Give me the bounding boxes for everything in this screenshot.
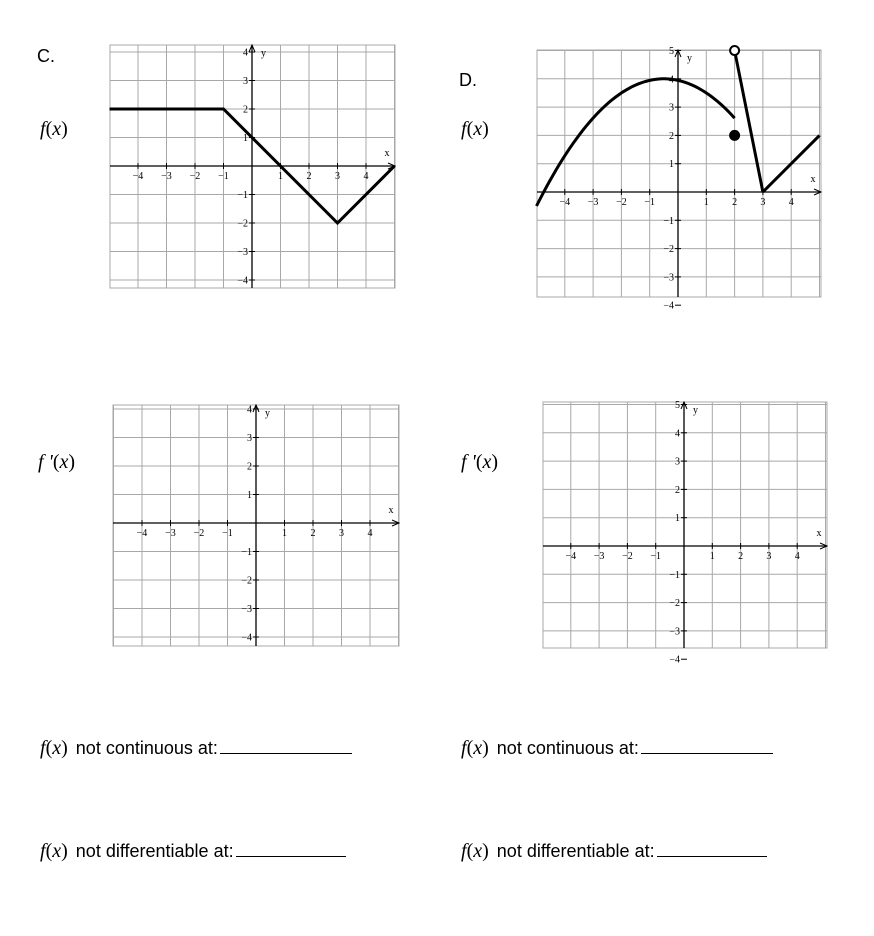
grid-border	[537, 50, 821, 297]
x-tick-label: −4	[136, 528, 148, 539]
d-diff-answer-blank[interactable]	[657, 840, 767, 857]
y-tick-label: −3	[237, 247, 248, 258]
d-diff-text: not differentiable at:	[496, 841, 655, 861]
x-tick-label: −3	[161, 171, 172, 182]
c-f-var: x	[52, 118, 62, 140]
x-axis-label: x	[810, 174, 816, 185]
graph-c-fprime	[113, 405, 399, 646]
y-tick-label: −4	[669, 654, 680, 666]
function-curve	[735, 51, 763, 193]
d-f-var: x	[473, 118, 483, 140]
x-tick-label: 3	[766, 551, 772, 562]
y-tick-label: 2	[247, 461, 252, 473]
x-tick-label: −4	[565, 551, 577, 562]
d-cont-answer-blank[interactable]	[641, 737, 773, 754]
x-tick-label: 4	[788, 197, 794, 208]
x-tick-label: 3	[760, 197, 766, 208]
y-tick-label: 1	[675, 513, 680, 525]
y-tick-label: −3	[241, 604, 252, 615]
y-tick-label: 4	[675, 428, 680, 440]
d-continuity-question	[461, 737, 773, 760]
c-fprime-name: f '	[38, 451, 53, 473]
grid	[543, 402, 827, 648]
y-tick-label: −4	[663, 300, 674, 312]
x-tick-label: 2	[738, 551, 744, 562]
x-tick-label: −2	[193, 528, 205, 539]
y-tick-label: −2	[237, 218, 248, 230]
x-tick-label: 4	[794, 551, 800, 562]
x-tick-label: 1	[703, 197, 709, 208]
y-tick-label: 5	[675, 400, 680, 411]
x-tick-label: 3	[339, 528, 344, 539]
y-axis-label: y	[693, 405, 698, 416]
x-tick-label: 2	[310, 528, 316, 539]
x-axis-label: x	[388, 505, 394, 516]
y-tick-label: −2	[669, 598, 680, 610]
y-tick-label: 2	[669, 130, 674, 142]
x-tick-label: 1	[709, 551, 715, 562]
d-diff-question	[461, 840, 767, 863]
d-cont-text: not continuous at:	[496, 738, 639, 758]
x-tick-label: −2	[622, 551, 633, 562]
c-f-label: f(x)	[40, 118, 68, 140]
x-tick-label: 3	[335, 171, 340, 182]
y-tick-label: −1	[663, 215, 674, 227]
y-tick-label: −4	[241, 632, 252, 644]
x-axis-label: x	[816, 528, 822, 539]
y-tick-label: −3	[669, 626, 680, 638]
c-diff-text: not differentiable at:	[75, 841, 234, 861]
c-diff-fx: f(x)	[40, 840, 68, 862]
graph-c-f	[110, 45, 395, 288]
x-tick-label: −1	[218, 171, 229, 182]
x-tick-label: −3	[593, 551, 605, 562]
y-tick-label: −1	[669, 569, 680, 581]
c-f-name: f	[40, 118, 46, 140]
section-c-label: C.	[37, 46, 55, 66]
y-tick-label: −2	[241, 575, 252, 587]
x-tick-label: −1	[650, 551, 662, 562]
graph-d-f	[537, 46, 821, 312]
y-tick-label: 4	[243, 47, 248, 59]
x-tick-label: 1	[278, 171, 283, 182]
section-d-label: D.	[459, 70, 477, 90]
y-tick-label: −1	[237, 190, 248, 201]
y-tick-label: 4	[669, 74, 674, 86]
c-cont-answer-blank[interactable]	[220, 737, 352, 754]
x-tick-label: 4	[363, 171, 369, 182]
closed-endpoint-dot	[729, 130, 740, 141]
x-tick-label: −2	[189, 171, 201, 182]
y-tick-label: −4	[237, 275, 248, 287]
graph-d-fprime	[543, 400, 827, 666]
y-tick-label: 3	[247, 433, 252, 444]
x-tick-label: −3	[587, 197, 599, 208]
x-tick-label: −3	[165, 528, 176, 539]
x-tick-label: −1	[644, 197, 656, 208]
x-tick-label: −2	[616, 197, 627, 208]
c-cont-fx: f(x)	[40, 737, 68, 759]
y-axis-label: y	[261, 48, 266, 59]
x-tick-label: 4	[367, 528, 373, 539]
y-tick-label: 2	[243, 104, 248, 116]
x-tick-label: 2	[306, 171, 312, 182]
y-tick-label: 3	[675, 456, 680, 468]
x-axis-label: x	[384, 148, 390, 159]
y-tick-label: 5	[669, 46, 674, 57]
y-tick-label: 3	[669, 102, 674, 114]
y-axis-label: y	[687, 53, 692, 64]
y-tick-label: 2	[675, 484, 680, 496]
y-tick-label: 4	[247, 404, 252, 416]
x-tick-label: 1	[282, 528, 287, 539]
y-tick-label: −3	[663, 272, 674, 284]
y-tick-label: 1	[669, 159, 674, 171]
function-curve	[537, 79, 738, 208]
y-tick-label: 1	[243, 133, 248, 144]
d-f-name: f	[461, 118, 467, 140]
d-fprime-var: x	[482, 451, 492, 473]
d-f-label: f(x)	[461, 118, 489, 140]
c-fprime-label: f '(x)	[38, 451, 76, 473]
open-endpoint-dot	[730, 46, 739, 55]
c-cont-text: not continuous at:	[75, 738, 218, 758]
y-tick-label: 3	[243, 76, 248, 87]
y-tick-label: −1	[241, 547, 252, 558]
c-continuity-question	[40, 737, 352, 760]
x-tick-label: 2	[732, 197, 738, 208]
d-cont-fx: f(x)	[461, 737, 489, 759]
d-diff-fx: f(x)	[461, 840, 489, 862]
x-tick-label: −4	[132, 171, 144, 182]
d-fprime-name: f '	[461, 451, 476, 473]
d-fprime-label: f '(x)	[461, 451, 499, 473]
grid	[537, 50, 821, 297]
c-diff-answer-blank[interactable]	[236, 840, 346, 857]
y-axis-label: y	[265, 408, 270, 419]
grid-border	[543, 402, 827, 648]
y-tick-label: −2	[663, 244, 674, 256]
x-tick-label: −1	[222, 528, 233, 539]
c-diff-question	[40, 840, 346, 863]
y-tick-label: 1	[247, 490, 252, 501]
c-fprime-var: x	[59, 451, 69, 473]
x-tick-label: −4	[559, 197, 571, 208]
